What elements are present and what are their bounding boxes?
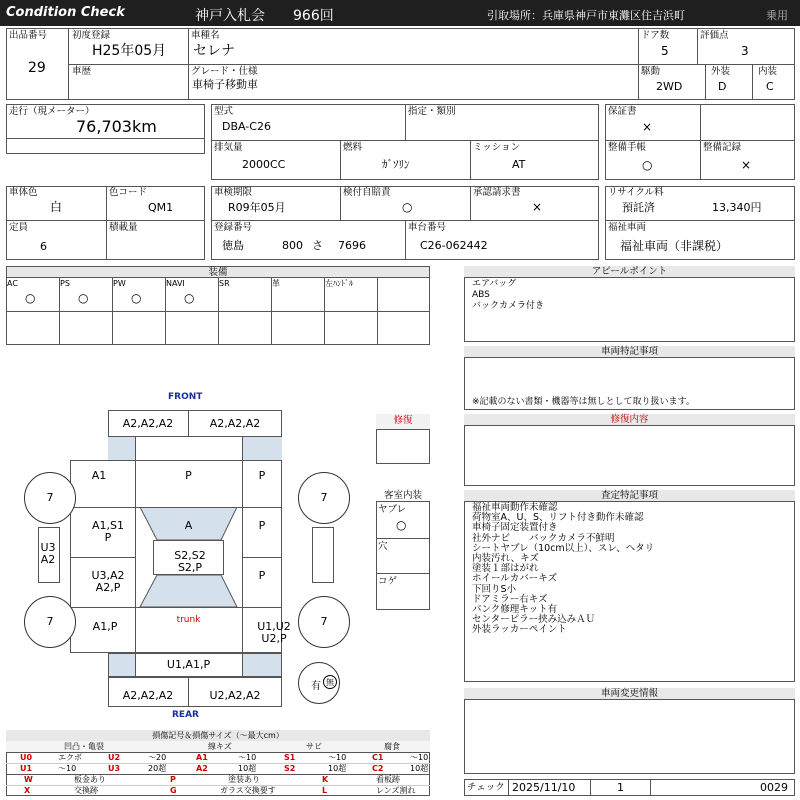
drive-value: 2WD [656, 80, 683, 93]
pickup-location: 引取場所：兵庫県神戸市東灘区住吉浜町 [487, 9, 685, 22]
welfare-label: 福祉車両 [608, 222, 647, 233]
history-label: 車歴 [72, 66, 92, 77]
color-code-value: QM1 [148, 201, 174, 214]
chassis-value: C26-062442 [420, 239, 488, 252]
reg-class: 800 [282, 239, 303, 252]
fuel-label: 燃料 [343, 142, 363, 153]
note-line: 塗装１部はがれ [472, 563, 539, 575]
brand-title: Condition Check [6, 5, 125, 20]
burn-label: コゲ [378, 576, 398, 587]
score-value: 3 [741, 44, 749, 58]
appeal-item: ABS [472, 290, 490, 300]
auction-round: 966回 [293, 8, 334, 24]
rear-label: REAR [172, 710, 199, 720]
fuel-value: ｶﾞｿﾘﾝ [382, 158, 410, 171]
recycle-fee: 13,340円 [712, 201, 762, 214]
legend-row-1: U0 エクボ U2 ～20 A1 ～10 S1 ～10 C1 ～10 [6, 752, 430, 764]
check-count: 1 [617, 781, 624, 794]
inspection-label: 車検期限 [214, 187, 253, 198]
interior-grade: C [766, 80, 774, 93]
vehicle-category: 乗用 [766, 9, 788, 22]
legend-title: 損傷記号＆損傷サイズ（～最大cm） [6, 730, 430, 742]
auction-name: 神戸入札会 [195, 8, 265, 24]
drive-label: 駆動 [641, 66, 661, 77]
panel-rear-right: U2,A2,A2 [209, 689, 261, 702]
inspection-notes-title: 査定特記事項 [464, 490, 795, 502]
tire-rear-right[interactable]: 7 [298, 596, 350, 648]
body-color-value: 白 [50, 200, 63, 214]
equipment-title: 装備 [6, 266, 430, 278]
exterior-label: 外装 [711, 66, 731, 77]
first-reg-label: 初度登録 [72, 30, 111, 41]
panel-fr-fender: P [258, 469, 266, 482]
change-info-title: 車両変更情報 [464, 688, 795, 700]
tear-label: ヤブレ [378, 504, 407, 515]
panel-rr-door: P [258, 569, 266, 582]
reg-kana: さ [312, 239, 323, 252]
panel-rl-door: U3,A2 A2,P [91, 569, 125, 594]
score-label: 評価点 [700, 30, 729, 41]
interior-label: 内装 [758, 66, 778, 77]
panel-rear-left: A2,A2,A2 [122, 689, 174, 702]
capacity-label: 定員 [9, 222, 29, 233]
note-line: シートヤブレ（10cm以上）、スレ、ヘタリ [472, 542, 655, 554]
appeal-title: アピールポイント [464, 266, 795, 278]
note-line: 社外ナビ バックカメラ不鮮明 [472, 532, 615, 544]
note-line: 外装ラッカーペイント [472, 624, 567, 636]
check-label: チェック [467, 782, 505, 793]
grade-label: グレード・仕様 [191, 66, 258, 77]
model-name-label: 車種名 [191, 30, 220, 41]
repair-content-title: 修復内容 [464, 414, 795, 426]
reg-area: 徳島 [222, 239, 244, 252]
approval-label: 承認請求書 [473, 187, 521, 198]
tear-mark: ○ [396, 518, 407, 532]
maint-record-value: × [741, 158, 752, 172]
recycle-label: リサイクル料 [608, 187, 664, 198]
maint-book-label: 整備手帳 [608, 142, 647, 153]
warranty-value: × [642, 120, 653, 134]
note-line: センターピラー挟み込みＡＵ [472, 614, 596, 626]
mileage-label: 走行（現メーター） [9, 106, 95, 117]
panel-roof: S2,S2 S2,P [174, 549, 206, 574]
insurance-label: 検付自賠責 [343, 187, 391, 198]
tire-front-left[interactable]: 7 [24, 472, 76, 524]
mission-value: AT [512, 158, 526, 171]
change-info-panel [464, 688, 795, 774]
doors-label: ドア数 [641, 30, 670, 41]
appeal-list [472, 279, 544, 312]
maint-book-value: ○ [642, 158, 653, 172]
doors-value: 5 [661, 44, 669, 58]
exterior-grade: D [718, 80, 727, 93]
spare-mark: 無 [323, 675, 337, 689]
panel-windshield: A [184, 519, 193, 532]
panel-rl-quarter: A1,P [92, 620, 118, 633]
note-line: パンク修理キット有 [472, 604, 558, 616]
model-name: セレナ [193, 43, 235, 59]
approval-value: × [532, 200, 543, 214]
mission-label: ミッション [473, 142, 521, 153]
insurance-value: ○ [402, 200, 413, 214]
tire-front-right[interactable]: 7 [298, 472, 350, 524]
cabin-interior-title: 客室内装 [376, 490, 430, 502]
first-registration: H25年05月 [92, 43, 167, 59]
panel-rear-center: U1,A1,P [166, 658, 211, 671]
inspection-notes-list [472, 503, 654, 636]
lot-label: 出品番号 [9, 30, 48, 41]
panel-fr-door: P [258, 519, 266, 532]
lot-number: 29 [28, 60, 46, 76]
panel-fl-fender: A1 [91, 469, 107, 482]
inspection-value: R09年05月 [228, 201, 286, 214]
note-line: 福祉車両動作未確認 [472, 502, 558, 513]
header-bar [0, 0, 800, 26]
color-code-label: 色コード [109, 187, 148, 198]
grade-value: 車椅子移動車 [192, 78, 258, 91]
recycle-status: 預託済 [622, 201, 655, 214]
hole-label: 穴 [378, 541, 388, 552]
type-label: 型式 [214, 106, 234, 117]
body-color-label: 車体色 [9, 187, 38, 198]
check-code: 0029 [760, 781, 788, 794]
spare-tire[interactable] [298, 662, 340, 704]
appeal-item: エアバッグ [472, 279, 517, 289]
legend-row-2: U1 ～10 U3 20超 A2 10超 S2 10超 C2 10超 [6, 763, 430, 775]
legend-groups: 凹凸・亀裂 線キズ サビ 腐食 [6, 741, 430, 753]
right-mirror-panel[interactable] [312, 527, 334, 583]
note-line: 車椅子固定装置付き [472, 522, 558, 534]
check-date: 2025/11/10 [512, 781, 576, 794]
note-line: 下回りS小 [472, 583, 517, 595]
mileage-value: 76,703km [76, 117, 157, 136]
note-line: ドアミラー右キズ [472, 593, 548, 605]
panel-left-side: U3 A2 [40, 541, 56, 566]
note-line: ホイールカバーキズ [472, 573, 558, 585]
panel-hood: P [185, 469, 192, 482]
panel-front-left: A2,A2,A2 [122, 417, 174, 430]
welfare-value: 福祉車両（非課税） [620, 239, 729, 253]
special-notes-title: 車両特記事項 [464, 346, 795, 358]
legend-row-4: X 交換跡 G ガラス交換要す L レンズ割れ [24, 786, 416, 795]
reg-no-label: 登録番号 [214, 222, 253, 233]
front-label: FRONT [168, 392, 203, 402]
displacement-value: 2000CC [242, 158, 286, 171]
maint-record-label: 整備記録 [703, 142, 742, 153]
panel-front-right: A2,A2,A2 [209, 417, 261, 430]
trunk-label: trunk [176, 615, 201, 625]
appeal-item: バックカメラ付き [472, 301, 545, 311]
warranty-label: 保証書 [608, 106, 637, 117]
tire-rear-left[interactable]: 7 [24, 596, 76, 648]
note-line: 荷物室A、U、S、リフト付き動作未確認 [472, 512, 644, 524]
repair-title: 修復 [376, 414, 430, 430]
reg-number: 7696 [338, 239, 366, 252]
capacity-value: 6 [40, 240, 47, 253]
panel-rr-quarter: U1,U2 U2,P [257, 620, 291, 645]
note-line: 内装汚れ、キズ [472, 553, 539, 565]
legend-row-3: W 板金あり P 塗装あり K 看板跡 [6, 774, 430, 786]
type-value: DBA-C26 [222, 120, 271, 133]
designation-label: 指定・類別 [408, 106, 456, 117]
spare-prefix: 有 [311, 681, 321, 692]
load-label: 積載量 [109, 222, 138, 233]
special-note: ※記載のない書類・機器等は無しとして取り扱います。 [472, 397, 695, 407]
chassis-label: 車台番号 [408, 222, 447, 233]
displacement-label: 排気量 [214, 142, 243, 153]
panel-fl-door: A1,S1 P [91, 519, 124, 544]
